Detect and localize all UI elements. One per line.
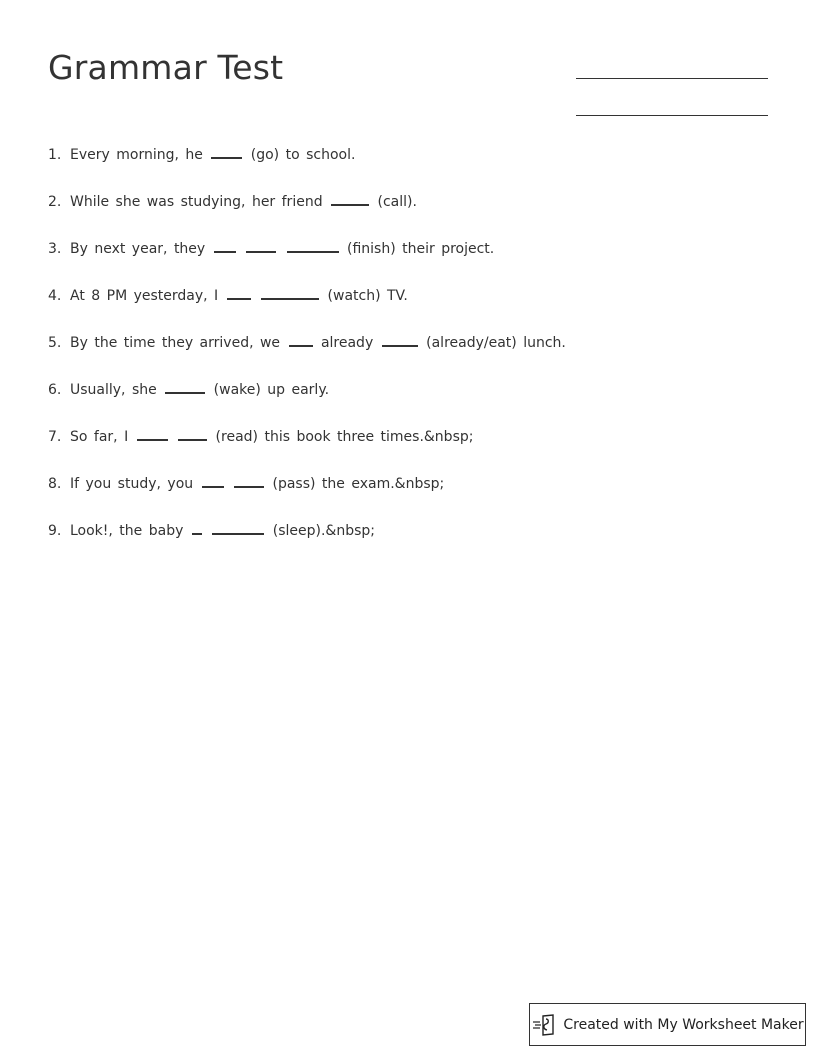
question-item xyxy=(48,523,768,570)
question-text xyxy=(70,523,375,539)
question-item xyxy=(48,335,768,382)
question-number: 7. xyxy=(48,429,62,445)
question-text-part: (call). xyxy=(371,194,417,210)
question-text-part: (finish) their project. xyxy=(340,241,495,257)
question-text-part xyxy=(278,241,284,257)
answer-blank[interactable] xyxy=(261,298,319,300)
question-text-part: By the time they arrived, we xyxy=(70,335,287,351)
question-number: 6. xyxy=(48,382,62,398)
answer-blank[interactable] xyxy=(382,345,418,347)
question-text xyxy=(70,476,444,492)
answer-blank[interactable] xyxy=(212,533,264,535)
answer-blank[interactable] xyxy=(287,251,339,253)
answer-blank[interactable] xyxy=(192,533,202,535)
question-item xyxy=(48,476,768,523)
question-text-part: already xyxy=(314,335,380,351)
question-number: 9. xyxy=(48,523,62,539)
question-number: 5. xyxy=(48,335,62,351)
question-item xyxy=(48,382,768,429)
question-text-part: (go) to school. xyxy=(244,147,356,163)
question-text xyxy=(70,147,355,163)
question-text xyxy=(70,335,566,351)
question-item xyxy=(48,429,768,476)
answer-blank[interactable] xyxy=(246,251,276,253)
question-text-part: (read) this book three times.&nbsp; xyxy=(209,429,474,445)
question-number: 4. xyxy=(48,288,62,304)
question-number: 3. xyxy=(48,241,62,257)
question-text-part: While she was studying, her friend xyxy=(70,194,330,210)
question-item xyxy=(48,147,768,194)
answer-blank[interactable] xyxy=(214,251,236,253)
question-text-part xyxy=(253,288,259,304)
answer-blank[interactable] xyxy=(178,439,207,441)
question-number: 1. xyxy=(48,147,62,163)
question-number: 2. xyxy=(48,194,62,210)
question-text-part: Usually, she xyxy=(70,382,164,398)
question-text-part: By next year, they xyxy=(70,241,212,257)
question-text-part: Look!, the baby xyxy=(70,523,190,539)
name-line[interactable] xyxy=(576,78,768,79)
question-text xyxy=(70,241,494,257)
question-list xyxy=(48,147,768,570)
answer-blank[interactable] xyxy=(202,486,224,488)
question-text-part: So far, I xyxy=(70,429,135,445)
answer-blank[interactable] xyxy=(234,486,264,488)
question-item xyxy=(48,241,768,288)
question-text-part: (pass) the exam.&nbsp; xyxy=(266,476,445,492)
answer-blank[interactable] xyxy=(165,392,205,394)
date-line[interactable] xyxy=(576,115,768,116)
question-text xyxy=(70,429,473,445)
question-text-part xyxy=(238,241,244,257)
question-text xyxy=(70,382,329,398)
answer-blank[interactable] xyxy=(227,298,251,300)
question-text-part: Every morning, he xyxy=(70,147,210,163)
question-text-part: (sleep).&nbsp; xyxy=(266,523,375,539)
worksheet-title: Grammar Test xyxy=(48,48,284,87)
question-text-part: (wake) up early. xyxy=(207,382,330,398)
question-text-part: (watch) TV. xyxy=(321,288,408,304)
answer-blank[interactable] xyxy=(289,345,313,347)
question-item xyxy=(48,194,768,241)
question-text-part: If you study, you xyxy=(70,476,200,492)
answer-blank[interactable] xyxy=(211,157,242,159)
question-item xyxy=(48,288,768,335)
worksheet-maker-logo-icon xyxy=(531,1013,557,1037)
created-with-badge[interactable] xyxy=(529,1003,806,1046)
answer-blank[interactable] xyxy=(331,204,369,206)
question-text-part xyxy=(170,429,176,445)
question-number: 8. xyxy=(48,476,62,492)
question-text-part: At 8 PM yesterday, I xyxy=(70,288,225,304)
question-text xyxy=(70,194,417,210)
badge-text: Created with My Worksheet Maker xyxy=(563,1016,804,1033)
question-text-part: (already/eat) lunch. xyxy=(419,335,566,351)
answer-blank[interactable] xyxy=(137,439,168,441)
question-text xyxy=(70,288,408,304)
question-text-part xyxy=(204,523,210,539)
question-text-part xyxy=(226,476,232,492)
